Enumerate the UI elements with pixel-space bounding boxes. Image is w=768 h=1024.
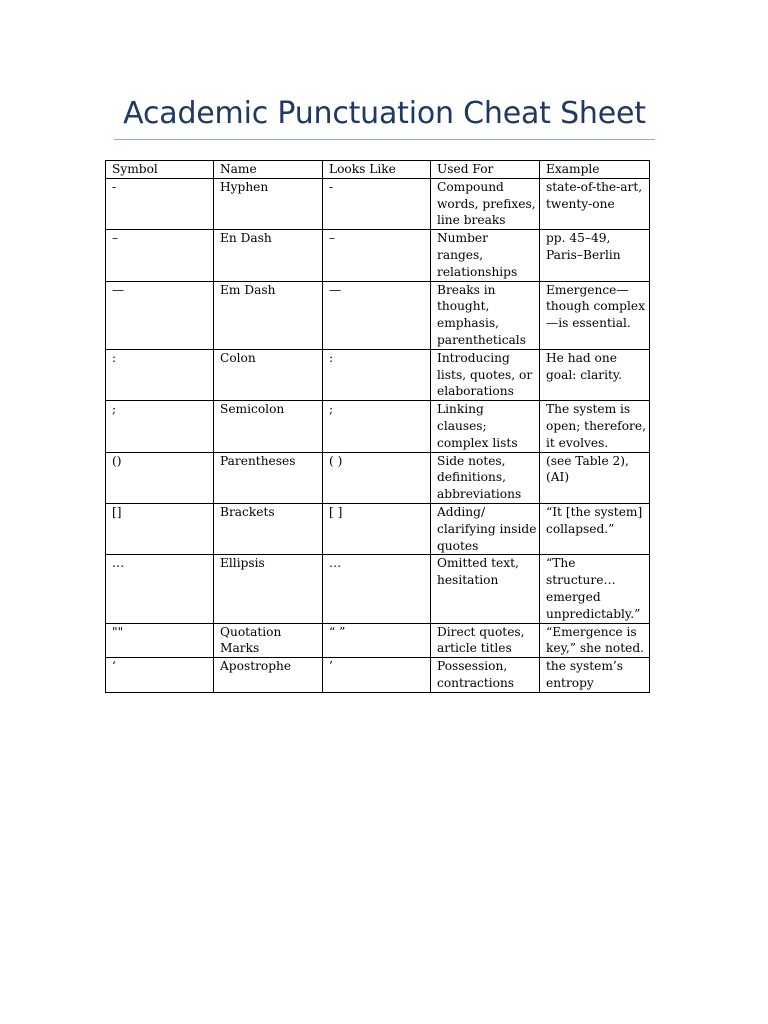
cell-example: pp. 45–49, Paris–Berlin: [540, 230, 650, 281]
cell-name: Semicolon: [214, 401, 323, 452]
cell-looks-like: –: [323, 230, 431, 281]
table-row: [106, 401, 650, 452]
cell-used-for: Introducing lists, quotes, or elaborations: [431, 349, 540, 400]
cell-symbol: –: [106, 230, 214, 281]
table-row: [106, 658, 650, 693]
cell-example: “Emergence is key,” she noted.: [540, 623, 650, 658]
cell-used-for: Compound words, prefixes, line breaks: [431, 178, 540, 229]
cell-name: Ellipsis: [214, 555, 323, 623]
cell-example: the system’s entropy: [540, 658, 650, 693]
cell-symbol: ;: [106, 401, 214, 452]
header-looks-like: Looks Like: [323, 161, 431, 179]
cell-symbol: -: [106, 178, 214, 229]
page-title: Academic Punctuation Cheat Sheet: [123, 96, 646, 131]
header-symbol: Symbol: [106, 161, 214, 179]
cell-used-for: Number ranges, relationships: [431, 230, 540, 281]
header-example: Example: [540, 161, 650, 179]
cell-looks-like: [ ]: [323, 503, 431, 554]
cell-example: “The structure… emerged unpredictably.”: [540, 555, 650, 623]
cell-looks-like: —: [323, 281, 431, 349]
cell-name: Brackets: [214, 503, 323, 554]
cell-symbol: —: [106, 281, 214, 349]
cell-symbol: …: [106, 555, 214, 623]
cell-looks-like: ;: [323, 401, 431, 452]
cell-symbol: (): [106, 452, 214, 503]
cell-looks-like: “ ”: [323, 623, 431, 658]
cell-name: Colon: [214, 349, 323, 400]
cell-example: state-of-the-art, twenty-one: [540, 178, 650, 229]
cell-symbol: :: [106, 349, 214, 400]
cell-name: Quotation Marks: [214, 623, 323, 658]
header-name: Name: [214, 161, 323, 179]
table-row: [106, 452, 650, 503]
cell-name: Em Dash: [214, 281, 323, 349]
cell-example: “It [the system] collapsed.”: [540, 503, 650, 554]
cell-used-for: Possession, contractions: [431, 658, 540, 693]
cell-used-for: Linking clauses; complex lists: [431, 401, 540, 452]
cell-looks-like: :: [323, 349, 431, 400]
cell-used-for: Side notes, definitions, abbreviations: [431, 452, 540, 503]
cell-looks-like: ’: [323, 658, 431, 693]
cell-looks-like: ( ): [323, 452, 431, 503]
punctuation-table: [105, 160, 650, 693]
table-row: [106, 281, 650, 349]
cell-name: Parentheses: [214, 452, 323, 503]
table-row: [106, 230, 650, 281]
cell-example: The system is open; therefore, it evolves.: [540, 401, 650, 452]
cell-symbol: []: [106, 503, 214, 554]
table-row: [106, 349, 650, 400]
cell-looks-like: …: [323, 555, 431, 623]
cell-name: Apostrophe: [214, 658, 323, 693]
cell-used-for: Adding/ clarifying inside quotes: [431, 503, 540, 554]
table-row: [106, 555, 650, 623]
cell-looks-like: -: [323, 178, 431, 229]
cell-used-for: Breaks in thought, emphasis, parentheticals: [431, 281, 540, 349]
cell-example: (see Table 2), (AI): [540, 452, 650, 503]
cell-symbol: "": [106, 623, 214, 658]
cell-used-for: Direct quotes, article titles: [431, 623, 540, 658]
cell-name: Hyphen: [214, 178, 323, 229]
title-underline: [114, 139, 655, 140]
table-row: [106, 623, 650, 658]
cell-example: He had one goal: clarity.: [540, 349, 650, 400]
header-used-for: Used For: [431, 161, 540, 179]
cell-example: Emergence—though complex—is essential.: [540, 281, 650, 349]
cell-name: En Dash: [214, 230, 323, 281]
table-row: [106, 503, 650, 554]
cell-symbol: ‘: [106, 658, 214, 693]
table-header-row: [106, 161, 650, 179]
cell-used-for: Omitted text, hesitation: [431, 555, 540, 623]
table-row: [106, 178, 650, 229]
